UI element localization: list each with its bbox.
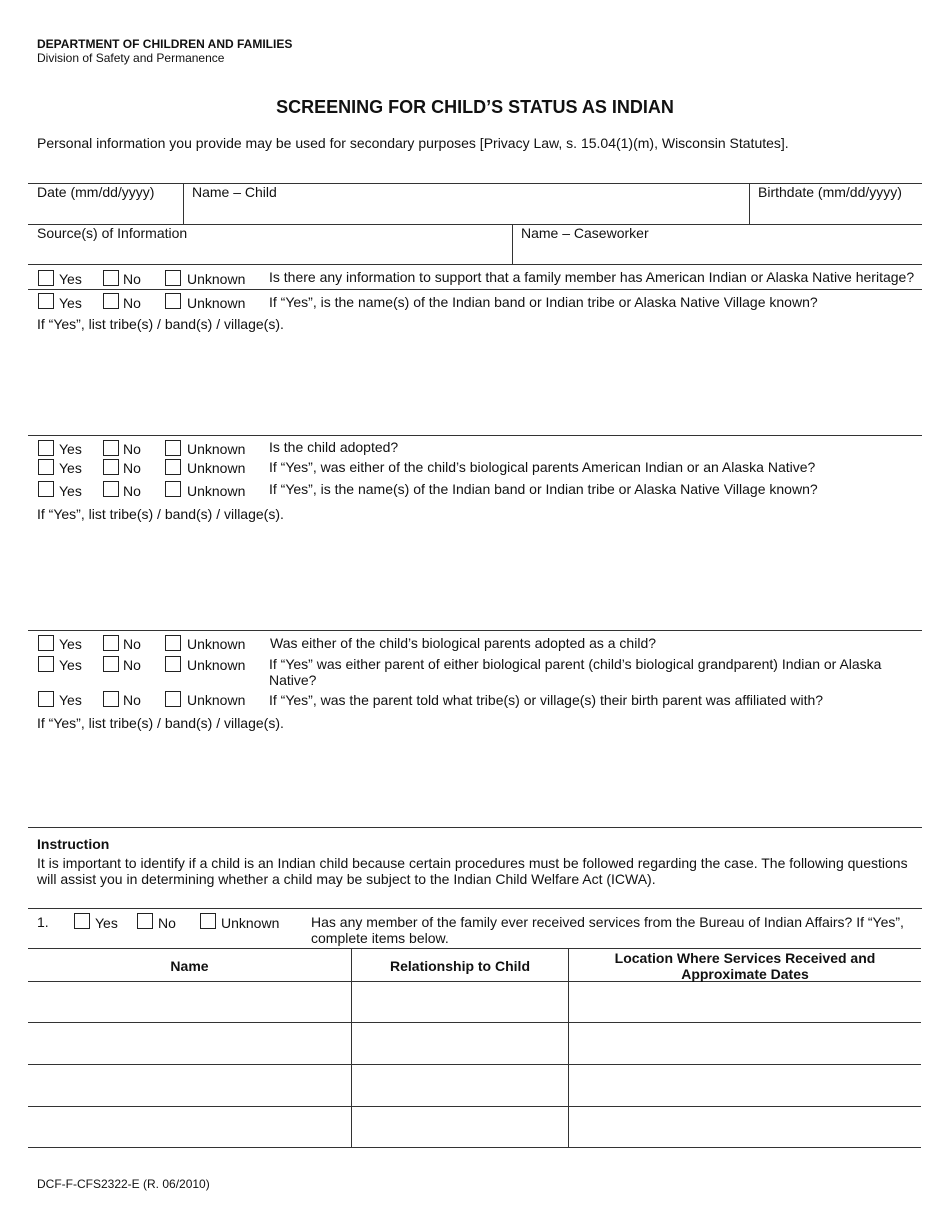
s3-list-label: If “Yes”, list tribe(s) / band(s) / village(s). [37,715,284,731]
birthdate-field[interactable] [750,183,922,224]
s3-q3-unknown-label: Unknown [187,692,246,708]
s3-q2-unknown-label: Unknown [187,657,246,673]
s1-q2-no-label: No [123,295,141,311]
name-child-label: Name – Child [192,184,277,200]
item1-no-label: No [158,915,176,931]
s1-q2-no-checkbox[interactable] [103,293,119,309]
table-cell-location-1[interactable] [569,982,921,1022]
s3-q3-no-checkbox[interactable] [103,691,119,707]
sources-label: Source(s) of Information [37,225,188,241]
s2-q3-unknown-label: Unknown [187,483,246,499]
item1-yes-label: Yes [95,915,118,931]
item1-unknown-checkbox[interactable] [200,913,216,929]
s3-q2-no-checkbox[interactable] [103,656,119,672]
s3-q3-unknown-checkbox[interactable] [165,691,181,707]
s3-q2-yes-checkbox[interactable] [38,656,54,672]
s1-q1-no-label: No [123,271,141,287]
table-cell-relationship-2[interactable] [352,1023,568,1064]
caseworker-label: Name – Caseworker [521,225,649,241]
s2-q1-yes-label: Yes [59,441,82,457]
item1-no-checkbox[interactable] [137,913,153,929]
s2-q2-yes-checkbox[interactable] [38,459,54,475]
page-title: SCREENING FOR CHILD’S STATUS AS INDIAN [276,97,674,117]
s1-q1-unknown-label: Unknown [187,271,246,287]
s3-q2-yes-label: Yes [59,657,82,673]
table-cell-name-3[interactable] [28,1065,351,1106]
s2-q2-yes-label: Yes [59,460,82,476]
s3-q2-text: If “Yes” was either parent of either biological parent (child’s biological grandparent) Indian or Alaska Native? [269,656,882,688]
table-header-name: Name [170,958,209,974]
s1-q1-no-checkbox[interactable] [103,270,119,286]
s2-q3-yes-checkbox[interactable] [38,481,54,497]
s3-tribe-list-area[interactable] [37,735,922,825]
s2-q3-no-checkbox[interactable] [103,481,119,497]
table-cell-relationship-1[interactable] [352,982,568,1022]
table-header-location: Location Where Services Received and Approximate Dates [614,950,876,982]
s2-q1-yes-checkbox[interactable] [38,440,54,456]
s2-tribe-list-area[interactable] [37,526,922,628]
s1-q2-yes-checkbox[interactable] [38,293,54,309]
table-cell-location-2[interactable] [569,1023,921,1064]
s2-q2-unknown-label: Unknown [187,460,246,476]
s3-q2-unknown-checkbox[interactable] [165,656,181,672]
s3-q2-no-label: No [123,657,141,673]
item1-number: 1. [37,914,49,930]
table-cell-relationship-3[interactable] [352,1065,568,1106]
table-cell-name-4[interactable] [28,1107,351,1147]
s3-q1-unknown-checkbox[interactable] [165,635,181,651]
s1-q1-unknown-checkbox[interactable] [165,270,181,286]
s2-q1-unknown-label: Unknown [187,441,246,457]
date-field[interactable] [28,183,183,224]
s3-q1-no-label: No [123,636,141,652]
table-cell-relationship-4[interactable] [352,1107,568,1147]
s2-q1-no-checkbox[interactable] [103,440,119,456]
s3-q1-yes-label: Yes [59,636,82,652]
s3-q1-no-checkbox[interactable] [103,635,119,651]
birthdate-label: Birthdate (mm/dd/yyyy) [758,184,902,200]
s2-q1-unknown-checkbox[interactable] [165,440,181,456]
table-header-relationship: Relationship to Child [390,958,530,974]
s3-q3-yes-checkbox[interactable] [38,691,54,707]
s1-list-label: If “Yes”, list tribe(s) / band(s) / village(s). [37,316,284,332]
s2-q3-no-label: No [123,483,141,499]
s3-q3-yes-label: Yes [59,692,82,708]
caseworker-field[interactable] [513,224,922,264]
s1-q1-yes-checkbox[interactable] [38,270,54,286]
s3-q1-unknown-label: Unknown [187,636,246,652]
instruction-text: It is important to identify if a child is an Indian child because certain procedures must be followed regarding the case. The following questions will assist you in determining whether a child may be subject to the Indian Child Welfare Act (ICWA). [37,855,908,887]
form-number: DCF-F-CFS2322-E (R. 06/2010) [37,1177,210,1191]
table-cell-name-2[interactable] [28,1023,351,1064]
division-name: Division of Safety and Permanence [37,51,225,65]
s2-q1-no-label: No [123,441,141,457]
s1-q1-text: Is there any information to support that a family member has American Indian or Alaska Native heritage? [269,269,915,285]
date-label: Date (mm/dd/yyyy) [37,184,155,200]
s3-q1-text: Was either of the child’s biological parents adopted as a child? [270,635,657,651]
s2-q3-yes-label: Yes [59,483,82,499]
item1-yes-checkbox[interactable] [74,913,90,929]
instruction-heading: Instruction [37,836,110,852]
s2-list-label: If “Yes”, list tribe(s) / band(s) / village(s). [37,506,284,522]
s2-q3-text: If “Yes”, is the name(s) of the Indian band or Indian tribe or Alaska Native Village known? [269,481,818,497]
s1-tribe-list-area[interactable] [37,336,922,434]
table-cell-location-3[interactable] [569,1065,921,1106]
s2-q3-unknown-checkbox[interactable] [165,481,181,497]
s1-q2-yes-label: Yes [59,295,82,311]
s3-q3-text: If “Yes”, was the parent told what tribe(s) or village(s) their birth parent was affiliated with? [269,692,824,708]
privacy-notice: Personal information you provide may be used for secondary purposes [Privacy Law, s. 15.04(1)(m), Wisconsin Statutes]. [37,135,789,151]
s2-q2-no-label: No [123,460,141,476]
s2-q2-unknown-checkbox[interactable] [165,459,181,475]
s3-q1-yes-checkbox[interactable] [38,635,54,651]
s1-q2-unknown-checkbox[interactable] [165,293,181,309]
department-name: DEPARTMENT OF CHILDREN AND FAMILIES [37,37,293,51]
table-cell-name-1[interactable] [28,982,351,1022]
s2-q2-no-checkbox[interactable] [103,459,119,475]
name-child-field[interactable] [184,183,749,224]
item1-question: Has any member of the family ever received services from the Bureau of Indian Affairs? If “Yes”, complete items below. [311,914,904,946]
table-cell-location-4[interactable] [569,1107,921,1147]
s2-q2-text: If “Yes”, was either of the child’s biological parents American Indian or an Alaska Native? [269,459,816,475]
sources-field[interactable] [28,224,512,264]
s2-q1-text: Is the child adopted? [269,439,399,455]
s3-q3-no-label: No [123,692,141,708]
s1-q2-text: If “Yes”, is the name(s) of the Indian band or Indian tribe or Alaska Native Village known? [269,294,818,310]
item1-unknown-label: Unknown [221,915,280,931]
s1-q1-yes-label: Yes [59,271,82,287]
s1-q2-unknown-label: Unknown [187,295,246,311]
